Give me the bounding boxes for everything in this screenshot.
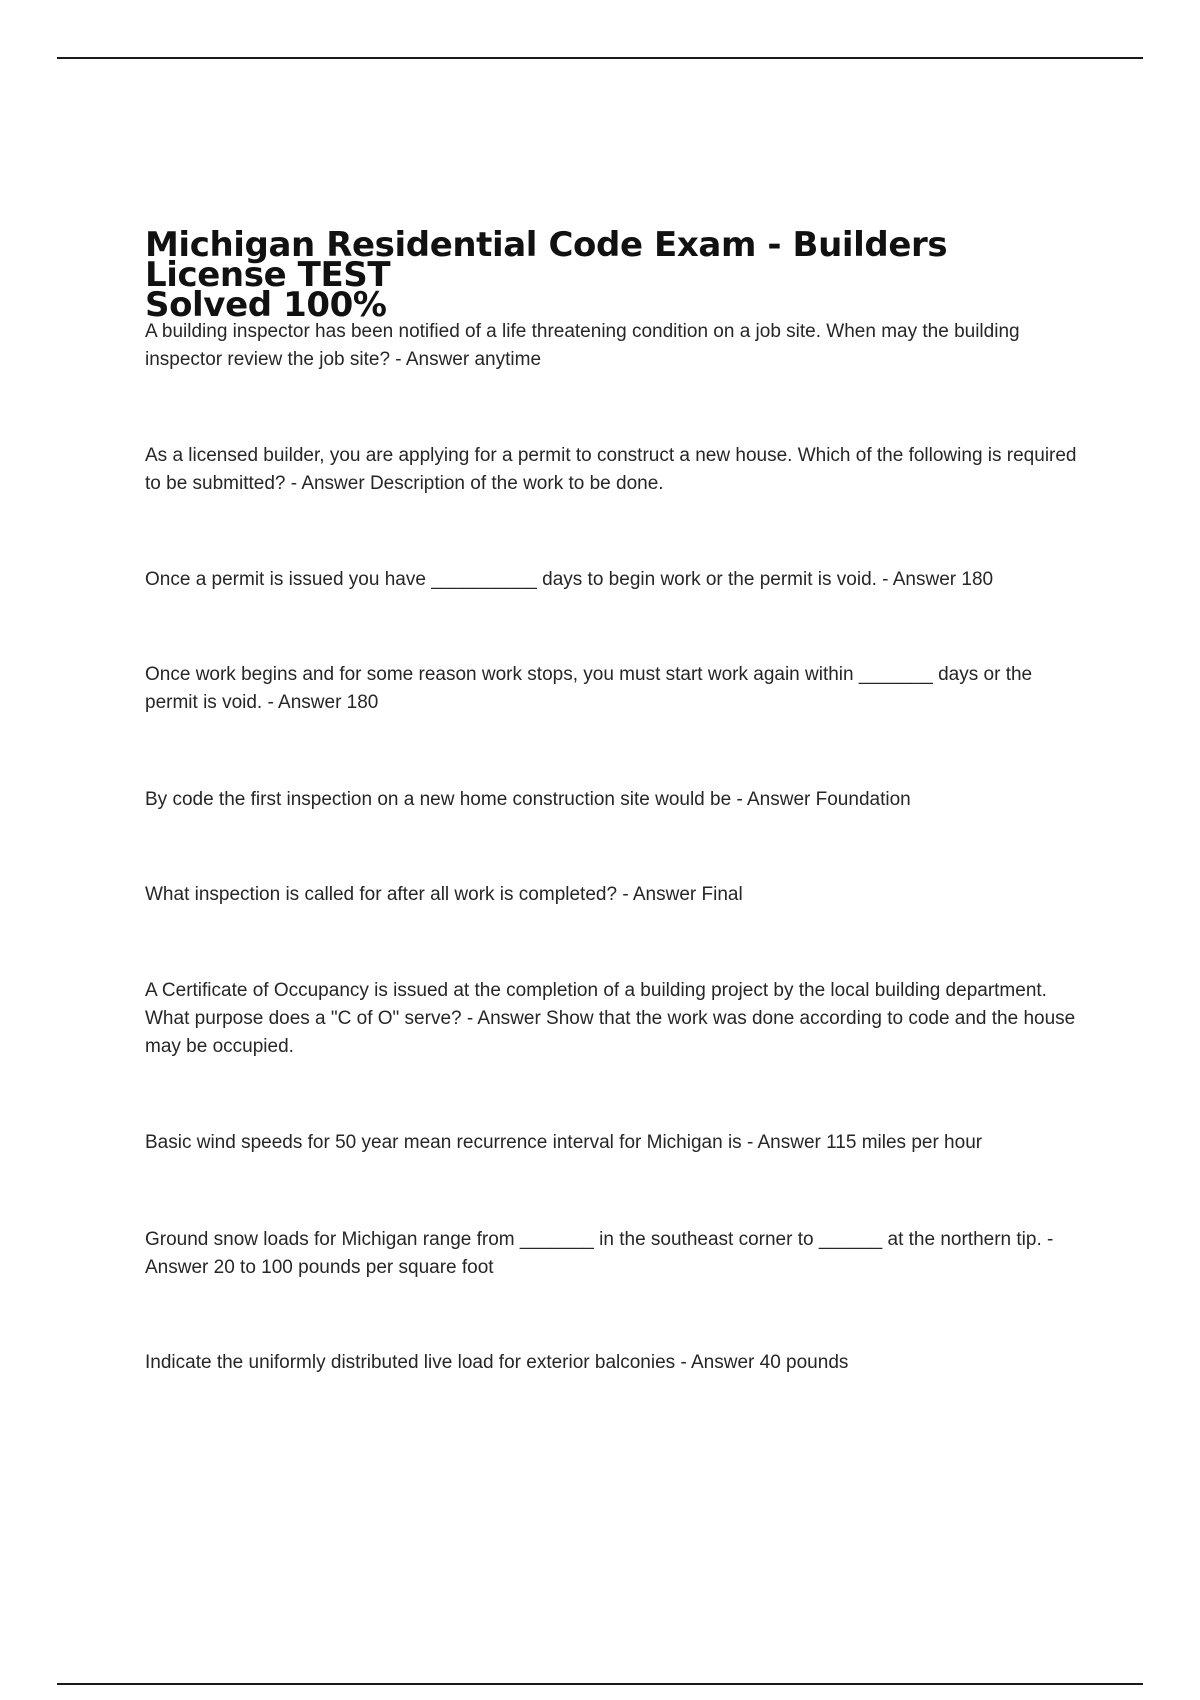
qa-item-10: Indicate the uniformly distributed live load for exterior balconies - Answer 40 pounds [145, 1352, 849, 1373]
qa-item-9: Ground snow loads for Michigan range from _______ in the southeast corner to ______ at the northern tip. - Answer 20 to 100 pounds per square foot [145, 1229, 1054, 1278]
bottom-rule [57, 1683, 1143, 1685]
qa-item-1: A building inspector has been notified of a life threatening condition on a job site. When may the building inspector review the job site? - Answer anytime [145, 321, 1020, 370]
qa-item-6: What inspection is called for after all work is completed? - Answer Final [145, 884, 743, 905]
document-title-line-2: Solved 100% [145, 285, 387, 325]
qa-item-8: Basic wind speeds for 50 year mean recurrence interval for Michigan is - Answer 115 miles per hour [145, 1132, 983, 1153]
top-rule [57, 57, 1143, 59]
qa-item-7: A Certificate of Occupancy is issued at the completion of a building project by the local building department. What purpose does a "C of O" serve? - Answer Show that the work was done according to code and the house may be occupied. [145, 980, 1076, 1057]
document-title [145, 225, 1085, 325]
qa-item-3: Once a permit is issued you have __________ days to begin work or the permit is void. - Answer 180 [145, 569, 994, 590]
qa-item-5: By code the first inspection on a new home construction site would be - Answer Foundation [145, 789, 911, 810]
document-body [145, 225, 1085, 1373]
document-title-line-1: Michigan Residential Code Exam - Builders License TEST [145, 225, 948, 295]
qa-item-2: As a licensed builder, you are applying for a permit to construct a new house. Which of the following is required to be submitted? - Answer Description of the work to be done. [145, 445, 1077, 494]
qa-item-4: Once work begins and for some reason work stops, you must start work again within _______ days or the permit is void. - Answer 180 [145, 664, 1033, 713]
